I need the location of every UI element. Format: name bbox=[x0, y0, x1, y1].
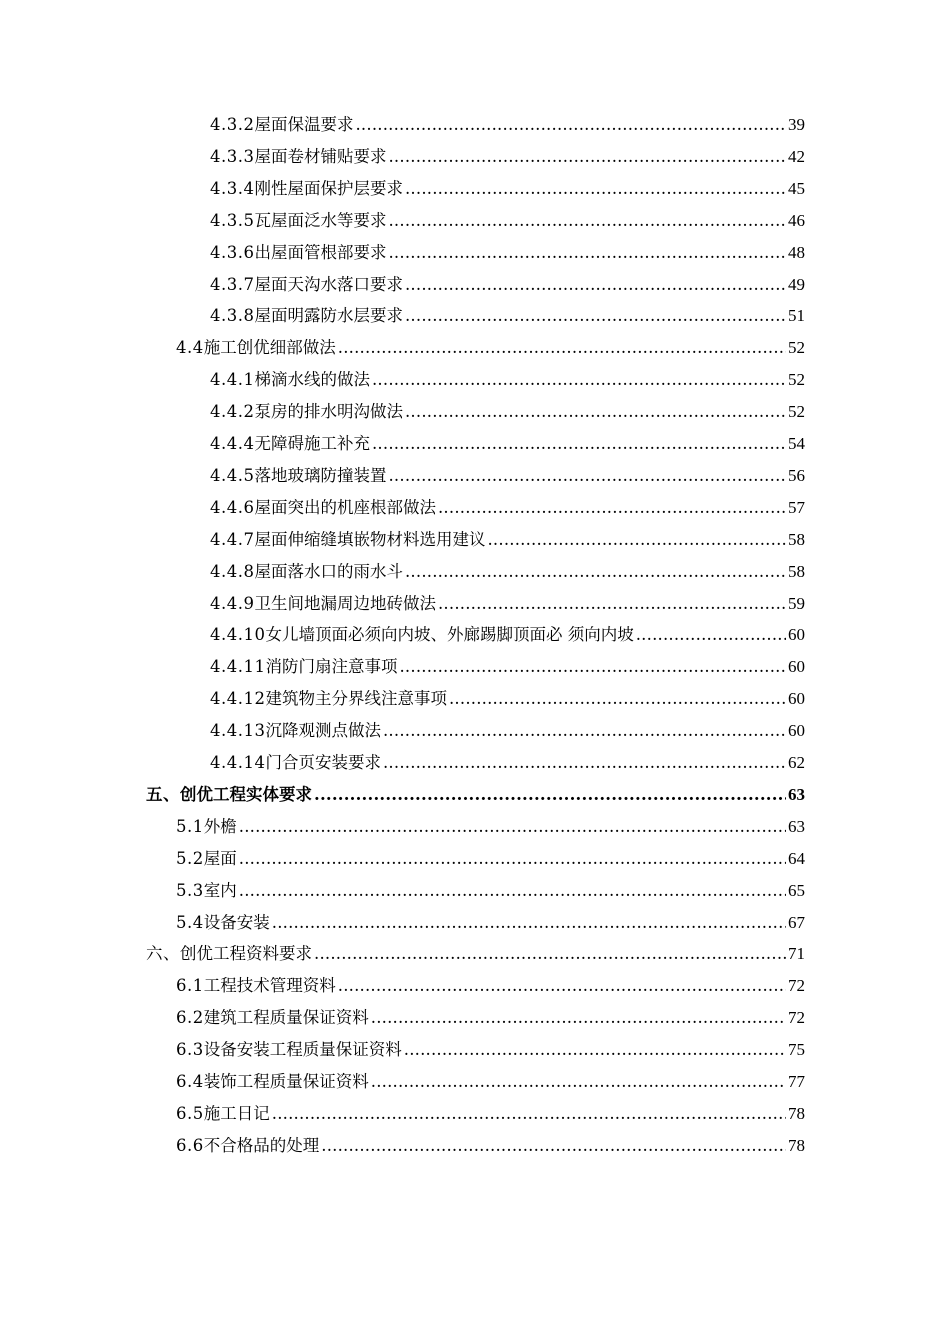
toc-entry-page: 56 bbox=[788, 465, 805, 485]
toc-entry-title: 落地玻璃防撞装置 bbox=[254, 465, 387, 485]
toc-entry-page: 60 bbox=[788, 689, 805, 709]
toc-entry-title: 创优工程资料要求 bbox=[180, 944, 312, 964]
toc-entry[interactable] bbox=[210, 620, 805, 650]
toc-entry-title: 不合格品的处理 bbox=[203, 1135, 320, 1155]
toc-entry-title: 室内 bbox=[203, 880, 237, 900]
toc-leader-dots bbox=[314, 780, 786, 810]
toc-entry-number: 6.4 bbox=[176, 1072, 204, 1091]
toc-leader-dots bbox=[383, 716, 786, 746]
toc-entry-title: 出屋面管根部要求 bbox=[254, 242, 387, 262]
toc-entry[interactable] bbox=[210, 301, 805, 331]
toc-entry-title: 施工日记 bbox=[203, 1103, 270, 1123]
toc-leader-dots bbox=[405, 174, 786, 204]
toc-leader-dots bbox=[338, 333, 786, 363]
toc-leader-dots bbox=[636, 620, 786, 650]
toc-entry-number: 4.3.5 bbox=[210, 210, 255, 230]
toc-entry-number: 4.4.11 bbox=[210, 657, 266, 677]
toc-entry-title: 屋面落水口的雨水斗 bbox=[254, 561, 403, 581]
toc-entry[interactable] bbox=[210, 525, 805, 555]
toc-entry-number: 4.3.4 bbox=[210, 178, 255, 198]
toc-entry[interactable] bbox=[210, 429, 805, 459]
toc-leader-dots bbox=[314, 939, 786, 969]
toc-entry-number: 6.5 bbox=[176, 1103, 204, 1123]
toc-leader-dots bbox=[388, 206, 786, 236]
toc-leader-dots bbox=[371, 1067, 786, 1097]
toc-entry-number: 6.6 bbox=[176, 1135, 204, 1155]
toc-leader-dots bbox=[272, 1099, 786, 1129]
toc-entry-page: 58 bbox=[788, 529, 805, 549]
toc-entry-title: 施工创优细部做法 bbox=[203, 338, 336, 358]
toc-leader-dots bbox=[405, 557, 786, 587]
toc-entry-page: 65 bbox=[788, 880, 805, 900]
toc-entry[interactable] bbox=[176, 333, 805, 363]
toc-entry-title: 建筑物主分界线注意事项 bbox=[265, 689, 447, 709]
toc-entry[interactable] bbox=[210, 716, 805, 746]
toc-entry-title: 屋面保温要求 bbox=[254, 115, 354, 134]
toc-leader-dots bbox=[405, 397, 786, 427]
toc-entry[interactable] bbox=[210, 365, 805, 395]
toc-entry-number: 4.4.4 bbox=[210, 434, 255, 453]
toc-entry-number: 4.3.2 bbox=[210, 115, 255, 134]
toc-entry-title: 屋面卷材铺贴要求 bbox=[254, 146, 387, 166]
toc-leader-dots bbox=[355, 110, 786, 140]
toc-entry-number: 5.3 bbox=[176, 880, 204, 900]
toc-leader-dots bbox=[405, 301, 786, 331]
toc-entry[interactable] bbox=[210, 238, 805, 268]
toc-entry-title: 刚性屋面保护层要求 bbox=[254, 178, 403, 198]
toc-entry-page: 71 bbox=[788, 944, 805, 964]
toc-leader-dots bbox=[405, 270, 786, 300]
toc-entry-page: 52 bbox=[788, 402, 805, 422]
toc-entry-page: 75 bbox=[788, 1040, 805, 1060]
toc-entry-page: 52 bbox=[788, 370, 805, 390]
toc-entry-number: 4.4.10 bbox=[210, 625, 266, 645]
toc-entry-title: 装饰工程质量保证资料 bbox=[203, 1072, 369, 1091]
toc-entry[interactable] bbox=[176, 1035, 805, 1065]
toc-entry[interactable] bbox=[210, 557, 805, 587]
toc-entry-title: 泵房的排水明沟做法 bbox=[254, 402, 403, 422]
toc-entry-number: 4.4.13 bbox=[210, 721, 266, 741]
toc-entry[interactable] bbox=[176, 1067, 805, 1097]
toc-entry-page: 59 bbox=[788, 593, 805, 613]
toc-entry-number: 4.3.3 bbox=[210, 146, 255, 166]
toc-entry-title: 外檐 bbox=[203, 816, 237, 836]
toc-entry-title: 女儿墙顶面必须向内坡、外廊踢脚顶面必 须向内坡 bbox=[265, 625, 634, 645]
toc-entry-title: 无障碍施工补充 bbox=[254, 434, 370, 453]
toc-entry-page: 52 bbox=[788, 338, 805, 358]
toc-entry[interactable] bbox=[176, 1131, 805, 1161]
toc-entry-page: 54 bbox=[788, 434, 805, 453]
toc-entry[interactable] bbox=[210, 174, 805, 204]
toc-entry[interactable] bbox=[210, 652, 805, 682]
toc-entry-title: 沉降观测点做法 bbox=[265, 721, 381, 741]
toc-entry-page: 72 bbox=[788, 976, 805, 996]
toc-entry-number: 5.1 bbox=[176, 816, 204, 836]
toc-entry-title: 屋面天沟水落口要求 bbox=[254, 274, 403, 294]
toc-entry-page: 57 bbox=[788, 497, 805, 517]
toc-entry-title: 屋面明露防水层要求 bbox=[254, 306, 403, 326]
toc-entry-page: 46 bbox=[788, 210, 805, 230]
toc-entry[interactable] bbox=[176, 876, 805, 906]
toc-entry-number: 4.4.1 bbox=[210, 370, 255, 390]
toc-entry-page: 60 bbox=[788, 657, 805, 677]
toc-entry[interactable] bbox=[210, 142, 805, 172]
toc-entry[interactable] bbox=[210, 493, 805, 523]
toc-entry-page: 67 bbox=[788, 912, 805, 932]
toc-entry-number: 六、 bbox=[146, 944, 180, 964]
toc-leader-dots bbox=[272, 908, 786, 938]
toc-entry[interactable] bbox=[210, 397, 805, 427]
toc-entry-page: 58 bbox=[788, 561, 805, 581]
toc-entry-page: 51 bbox=[788, 306, 805, 326]
toc-entry-page: 60 bbox=[788, 721, 805, 741]
toc-entry-page: 48 bbox=[788, 242, 805, 262]
toc-entry-page: 63 bbox=[788, 784, 805, 804]
toc-entry-number: 4.4.2 bbox=[210, 402, 255, 422]
toc-entry[interactable] bbox=[210, 110, 805, 140]
toc-entry-number: 5.4 bbox=[176, 912, 204, 932]
toc-leader-dots bbox=[399, 652, 786, 682]
toc-entry[interactable] bbox=[176, 971, 805, 1001]
toc-leader-dots bbox=[239, 844, 786, 874]
toc-entry-page: 64 bbox=[788, 848, 805, 868]
toc-entry-title: 梯滴水线的做法 bbox=[254, 370, 370, 390]
toc-leader-dots bbox=[449, 684, 786, 714]
toc-entry-page: 42 bbox=[788, 146, 805, 166]
toc-entry-number: 4.4.6 bbox=[210, 497, 255, 517]
toc-entry-page: 49 bbox=[788, 274, 805, 294]
toc-leader-dots bbox=[388, 142, 786, 172]
toc-entry-title: 设备安装 bbox=[203, 912, 270, 932]
toc-entry-number: 4.4.9 bbox=[210, 593, 255, 613]
toc-entry-number: 6.2 bbox=[176, 1008, 204, 1028]
toc-leader-dots bbox=[383, 748, 786, 778]
toc-leader-dots bbox=[371, 1003, 786, 1033]
toc-entry-number: 6.1 bbox=[176, 976, 204, 996]
toc-entry-number: 5.2 bbox=[176, 848, 204, 868]
toc-entry[interactable] bbox=[210, 589, 805, 619]
toc-entry[interactable] bbox=[146, 780, 805, 810]
toc-entry-title: 瓦屋面泛水等要求 bbox=[254, 210, 387, 230]
toc-entry-title: 卫生间地漏周边地砖做法 bbox=[254, 593, 436, 613]
toc-entry-title: 屋面 bbox=[203, 848, 237, 868]
toc-entry-page: 78 bbox=[788, 1103, 805, 1123]
toc-entry-number: 4.3.7 bbox=[210, 274, 255, 294]
toc-entry[interactable] bbox=[210, 206, 805, 236]
toc-leader-dots bbox=[321, 1131, 786, 1161]
toc-entry-page: 77 bbox=[788, 1072, 805, 1091]
toc-leader-dots bbox=[438, 589, 786, 619]
toc-entry-title: 门合页安装要求 bbox=[265, 753, 381, 772]
toc-entry-number: 五、 bbox=[146, 784, 180, 804]
toc-entry-title: 消防门扇注意事项 bbox=[265, 657, 398, 677]
toc-entry[interactable] bbox=[176, 812, 805, 842]
toc-leader-dots bbox=[372, 365, 786, 395]
toc-entry-page: 62 bbox=[788, 753, 805, 772]
toc-entry[interactable] bbox=[210, 748, 805, 778]
toc-entry[interactable] bbox=[176, 1003, 805, 1033]
toc-entry-page: 72 bbox=[788, 1008, 805, 1028]
toc-leader-dots bbox=[438, 493, 786, 523]
toc-entry[interactable] bbox=[176, 908, 805, 938]
toc-entry-page: 45 bbox=[788, 178, 805, 198]
toc-entry-page: 39 bbox=[788, 115, 805, 134]
toc-leader-dots bbox=[388, 238, 786, 268]
toc-entry-page: 78 bbox=[788, 1135, 805, 1155]
toc-entry-number: 4.3.6 bbox=[210, 242, 255, 262]
toc-entry-number: 4.4.8 bbox=[210, 561, 255, 581]
toc-leader-dots bbox=[372, 429, 786, 459]
toc-entry-title: 设备安装工程质量保证资料 bbox=[203, 1040, 402, 1060]
toc-entry-page: 60 bbox=[788, 625, 805, 645]
toc-entry-number: 4.4.12 bbox=[210, 689, 266, 709]
toc-entry-number: 6.3 bbox=[176, 1040, 204, 1060]
toc-entry[interactable] bbox=[176, 844, 805, 874]
toc-entry-page: 63 bbox=[788, 816, 805, 836]
toc-entry-number: 4.4 bbox=[176, 338, 204, 358]
toc-entry-number: 4.4.5 bbox=[210, 465, 255, 485]
toc-leader-dots bbox=[239, 812, 786, 842]
toc-entry-number: 4.3.8 bbox=[210, 306, 255, 326]
toc-entry-title: 创优工程实体要求 bbox=[180, 784, 312, 804]
toc-entry[interactable] bbox=[210, 461, 805, 491]
toc-entry-title: 屋面伸缩缝填嵌物材料选用建议 bbox=[254, 529, 486, 549]
toc-entry-title: 屋面突出的机座根部做法 bbox=[254, 497, 436, 517]
toc-entry-title: 工程技术管理资料 bbox=[203, 976, 336, 996]
toc-entry[interactable] bbox=[210, 270, 805, 300]
toc-leader-dots bbox=[404, 1035, 786, 1065]
toc-leader-dots bbox=[388, 461, 786, 491]
toc-entry[interactable] bbox=[176, 1099, 805, 1129]
toc-entry-number: 4.4.14 bbox=[210, 753, 266, 772]
toc-entry-title: 建筑工程质量保证资料 bbox=[203, 1008, 369, 1028]
toc-entry-number: 4.4.7 bbox=[210, 529, 255, 549]
toc-leader-dots bbox=[239, 876, 786, 906]
toc-entry[interactable] bbox=[210, 684, 805, 714]
toc-leader-dots bbox=[338, 971, 786, 1001]
toc-leader-dots bbox=[487, 525, 786, 555]
toc-entry[interactable] bbox=[146, 939, 805, 969]
